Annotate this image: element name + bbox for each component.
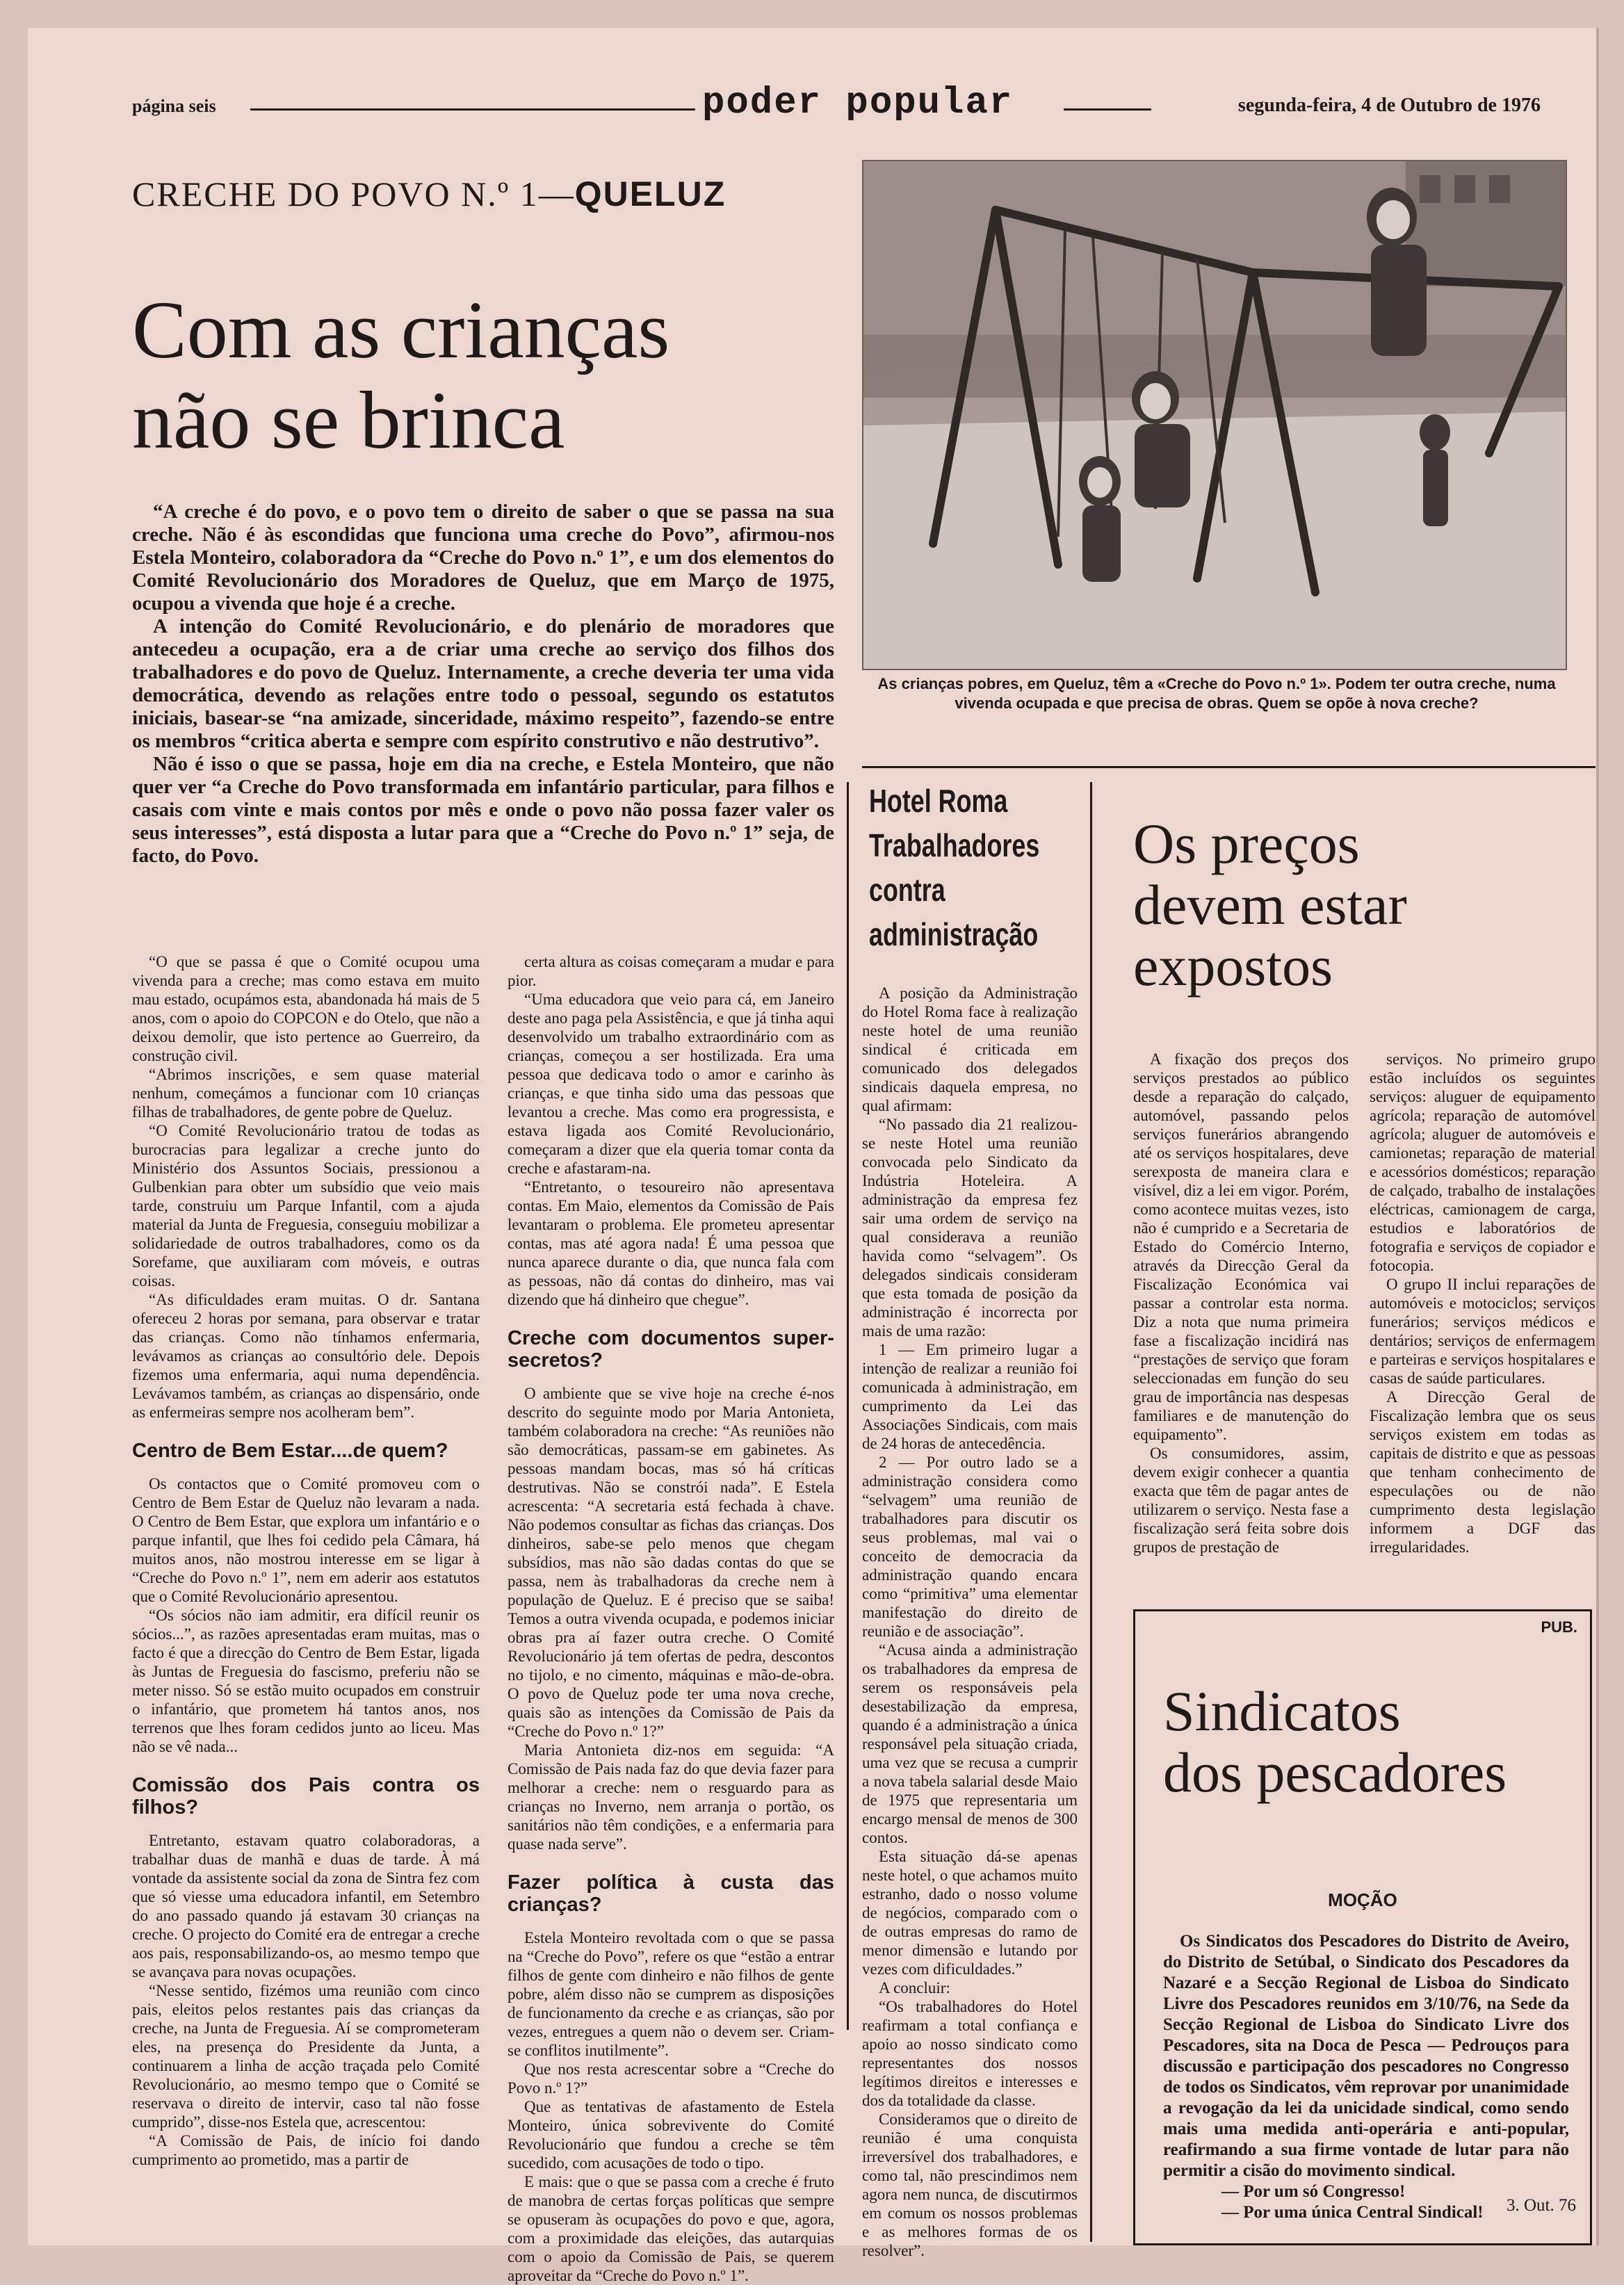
body-paragraph: “Os trabalhadores do Hotel reafirmam a total confiança e apoio ao nosso sindicato como representantes dos nossos legítimos direitos e interesses e dos da totalidade da classe. bbox=[862, 1998, 1078, 2109]
body-paragraph: O grupo II inclui reparações de automóveis e motociclos; serviços funerários; serviços médicos e dentários; serviços de enfermagem e parteiras e serviços hospitalares e casas de saúde particulares. bbox=[1370, 1276, 1595, 1387]
subheading: Comissão dos Pais contra os filhos? bbox=[132, 1774, 480, 1819]
body-paragraph: “No passado dia 21 realizou-se neste Hotel uma reunião convocada pelo Sindicato da Indústria Hoteleira. A administração da empresa fez sair uma ordem de serviço na qual considerava a reunião havida como “selvagem”. Os delegados sindicais consideram que esta tomada de posição da administração é incorrecta por mais de uma razão: bbox=[862, 1116, 1078, 1340]
newspaper-page bbox=[28, 28, 1599, 2284]
lead-paragraph: Não é isso o que se passa, hoje em dia na creche, e Estela Monteiro, que não quer ver “a Creche do Povo transformada em infantário particular, para filhos e casais com vinte e mais contos por mês e onde o povo não possa fazer valer os seus interesses”, está disposta a lutar para que a “Creche do Povo n.º 1” seja, de facto, do Povo. bbox=[132, 753, 834, 867]
body-paragraph: Maria Antonieta diz-nos em seguida: “A Comissão de Pais nada faz do que devia fazer para melhorar a creche: nem o resguardo para as crianças no Inverno, nem arranja o portão, os sanitários não têm condições, e a enfermaria para quase nada serve”. bbox=[508, 1741, 834, 1853]
lead-paragraph: “A creche é do povo, e o povo tem o direito de saber o que se passa na sua creche. Não é às escondidas que funciona uma creche do Povo”, afirmou-nos Estela Monteiro, colaboradora da “Creche do Povo n.º 1”, e um dos elementos do Comité Revolucionário dos Moradores de Queluz, que em Março de 1975, ocupou a vivenda que hoje é a creche. bbox=[132, 501, 834, 615]
body-paragraph: certa altura as coisas começaram a mudar e para pior. bbox=[508, 953, 834, 989]
body-paragraph: Consideramos que o direito de reunião é uma conquista irreversível dos trabalhadores, e como tal, não prescindimos nem agora nem nunca, de discutirmos em comum os nossos problemas e as melhores formas de os resolver”. bbox=[862, 2111, 1078, 2259]
article1-column-1 bbox=[132, 952, 480, 2169]
body-paragraph: 1 — Em primeiro lugar a intenção de realizar a reunião foi comunicada à administração, em cumprimento da Lei das Associações Sindicais, com mais de 24 horas de antecedência. bbox=[862, 1341, 1078, 1452]
body-paragraph: Estela Monteiro revoltada com o que se passa na “Creche do Povo”, refere os que “estão a entrar filhos de gente com dinheiro e não filhos de gente pobre, além disso não se cumprem as disposições de funcionamento da creche e as crianças, são por vezes, entregues a quem não o devem ser. Criam-se conflitos inutilmente”. bbox=[508, 1929, 834, 2059]
column-rule bbox=[1090, 782, 1092, 2242]
article1-column-2 bbox=[508, 952, 834, 2285]
page-number-label: página seis bbox=[132, 96, 216, 116]
headline-line: administração bbox=[869, 916, 1039, 952]
headline-line: contra bbox=[869, 872, 945, 908]
precos-headline bbox=[1133, 813, 1592, 997]
kicker-prefix: CRECHE DO POVO N.º 1— bbox=[132, 174, 575, 213]
body-paragraph: 2 — Por outro lado se a administração considera como “selvagem” uma reunião de trabalhadores para discutir os seus problemas, mal vai o conceito de democracia da administração quando encara como “primitiva” uma elementar manifestação do direito de reunião e de associação”. bbox=[862, 1454, 1078, 1640]
article-lead bbox=[132, 501, 834, 868]
photo-caption: As crianças pobres, em Queluz, têm a «Creche do Povo n.º 1». Podem ter outra creche, numa vivenda ocupada e que precisa de obras. Quem se opõe à nova creche? bbox=[877, 675, 1556, 712]
headline-line: Hotel Roma bbox=[869, 783, 1008, 819]
body-paragraph: Os consumidores, assim, devem exigir conhecer a quantia exacta que têm de pagar antes de utilizarem o serviço. Nesta fase a fiscalização será feita sobre dois grupos de prestação de bbox=[1133, 1445, 1349, 1556]
headline-line-1: Com as crianças bbox=[132, 284, 670, 375]
body-paragraph: “Nesse sentido, fizémos uma reunião com cinco pais, eleitos pelos restantes pais das crianças da creche, na Junta de Freguesia. Aí se comprometeram eles, na presença do Presidente da Junta, a continuarem a linha de acção traçada pelo Comité Revolucionário, ao mesmo tempo que o Comité se reservava o direito de intervir, caso tal não fosse cumprido”, disse-nos Estela que, acrescentou: bbox=[132, 1982, 480, 2131]
hotel-roma-column bbox=[862, 984, 1078, 2260]
article-kicker bbox=[132, 174, 726, 214]
motion-title: MOÇÃO bbox=[1328, 1889, 1397, 1910]
body-paragraph: A Direcção Geral de Fiscalização lembra que os seus serviços existem em todas as capitais de distrito e que as pessoas que tenham conhecimento de especulações ou de não cumprimento desta legislação informem a DGF das irregularidades. bbox=[1370, 1388, 1595, 1556]
header-rule-left bbox=[250, 108, 695, 111]
body-paragraph: “Uma educadora que veio para cá, em Janeiro deste ano paga pela Assistência, e que já tinha aqui desenvolvido um trabalho extraordinário com as crianças, começou a ser hostilizada. Era uma pessoa que dedicava todo o amor e carinho às crianças, e que tinha sido uma das pessoas que levantou a creche. Mas como era progressista, e estava ligada aos Comité Revolucionário, começaram a dizer que ela queria tomar conta da creche e afastaram-na. bbox=[508, 991, 834, 1177]
motion-text: Os Sindicatos dos Pescadores do Distrito de Aveiro, do Distrito de Setúbal, o Sindicato dos Pescadores da Nazaré e a Secção Regional de Lisboa do Sindicato Livre dos Pescadores reunidos em 3/10/76, na Sede da Secção Regional de Lisboa do Sindicato Livre dos Pescadores, sita na Doca de Pesca — Pedrouços para discussão e participação dos pescadores no Congresso de todos os Sindicatos, vêm reprovar por unanimidade a revogação da lei da unicidade sindical, como sendo mais uma medida anti-operária e anti-popular, reafirmando a sua firme vontade de lutar para não permitir a cisão do movimento sindical. bbox=[1163, 1932, 1569, 2180]
body-paragraph: “Abrimos inscrições, e sem quase material nenhum, começámos a funcionar com 10 crianças filhas de trabalhadores, de gente pobre de Queluz. bbox=[132, 1066, 480, 1121]
body-paragraph: Entretanto, estavam quatro colaboradoras, a trabalhar duas de manhã e duas de tarde. À má vontade da assistente social da zona de Sintra fez com que só viesse uma educadora infantil, em Setembro do ano passado quando já estavam 30 crianças na creche. O projecto do Comité era de entregar a creche aos pais, responsabilizando-os, ao mesmo tempo que se avançava para novas ocupações. bbox=[132, 1832, 480, 1981]
body-paragraph: A posição da Administração do Hotel Roma face à realização neste hotel de uma reunião sindical é criticada em comunicado dos delegados sindicais daquela empresa, no qual afirmam: bbox=[862, 984, 1078, 1114]
pub-label: PUB. bbox=[1541, 1618, 1577, 1636]
body-paragraph: A concluir: bbox=[879, 1979, 950, 1997]
body-paragraph: Que as tentativas de afastamento de Estela Monteiro, única sobrevivente do Comité Revolucionário que fundou a creche se têm sucedido, com acusações de todo o tipo. bbox=[508, 2098, 834, 2172]
body-paragraph: Que nos resta acrescentar sobre a “Creche do Povo n.º 1?” bbox=[508, 2060, 834, 2097]
headline-line-2: não se brinca bbox=[132, 375, 565, 466]
subheading: Centro de Bem Estar....de quem? bbox=[132, 1440, 448, 1462]
ad-headline-line: dos pescadores bbox=[1163, 1741, 1507, 1804]
column-rule bbox=[847, 782, 849, 2030]
body-paragraph: “Acusa ainda a administração os trabalhadores da empresa de serem os responsáveis pela desestabilização da empresa, quando é a administração a única responsável pela situação criada, uma vez que se recusa a cumprir a nova tabela salarial desde Maio de 1975 que representaria um encargo mensal de menos de 300 contos. bbox=[862, 1641, 1078, 1846]
playground-photo bbox=[862, 160, 1567, 670]
ad-headline-line: Sindicatos bbox=[1163, 1680, 1401, 1743]
header-rule-right bbox=[1064, 108, 1151, 111]
body-paragraph: E mais: que o que se passa com a creche é fruto de manobra de certas forças políticas que sempre se opuseram às ocupações do povo e que, agora, com a proximidade das eleições, das autarquias com o apoio da Comissão de Pais, se querem aproveitar da “Creche do Povo n.º 1”. bbox=[508, 2173, 834, 2284]
headline-line: devem estar bbox=[1133, 873, 1407, 936]
precos-column-2 bbox=[1370, 1050, 1595, 1556]
slogan: — Por um só Congresso! bbox=[1221, 2182, 1406, 2201]
hotel-roma-headline bbox=[869, 779, 1040, 957]
precos-column-1 bbox=[1133, 1050, 1349, 1556]
body-paragraph: O ambiente que se vive hoje na creche é-nos descrito do seguinte modo por Maria Antonieta, também colaboradora na creche: “As reuniões não são democráticas, passam-se em gabinetes. As pessoas mandam bocas, mas só há críticas destrutivas. Não se constrói nada”. E Estela acrescenta: “A secretaria está fechada à chave. Não podemos consultar as fichas das crianças. Dos dinheiros, sabe-se pelo menos que chegam subsídios, mas não são dadas contas do que se passa, nem às trabalhadoras da creche nem à população de Queluz. E é preciso que se saiba! Temos a outra vivenda ocupada, e podemos iniciar obras pra aí fazer outra creche. O Comité Revolucionário já tem ofertas de pedra, descontos no tijolo, e no cimento, máquinas e mão-de-obra. O povo de Queluz pode ter uma nova creche, quais são as intenções da Comissão de Pais da “Creche do Povo n.º 1?” bbox=[508, 1385, 834, 1740]
newspaper-title: poder popular bbox=[695, 82, 1020, 124]
body-paragraph: serviços. No primeiro grupo estão incluídos os seguintes serviços: aluguer de equipamento agrícola; reparação de automóvel agrícola; aluguer de automóveis e camionetas; reparação de material e acessórios domésticos; reparação de calçado, trabalho de instalações eléctricas, camionagem de carga, estudios e laboratórios de fotografia e serviços de copiador e fotocopia. bbox=[1370, 1050, 1595, 1274]
subheading: Fazer política à custa das crianças? bbox=[508, 1871, 834, 1916]
swing-set-illustration bbox=[863, 161, 1566, 669]
sindicatos-ad-box bbox=[1133, 1609, 1592, 2245]
body-paragraph: “Os sócios não iam admitir, era difícil reunir os sócios...”, as razões apresentadas eram muitas, mas o facto é que a direcção do Centro de Bem Estar, ligada às Juntas de Freguesia do fascismo, preferiu não se meter nisso. Só se estão muito ocupados em construir o infantário, que prometem há tantos anos, nos terrenos que lhes foram cedidos junto ao liceu. Mas não se vê nada... bbox=[132, 1607, 480, 1755]
body-paragraph: “As dificuldades eram muitas. O dr. Santana ofereceu 2 horas por semana, para observar e tratar das crianças. Como não tínhamos enfermaria, levávamos as crianças ao consultório dele. Depois fizemos uma enfermaria, aqui numa dependência. Levávamos também, as crianças ao dispensário, onde as enfermeiras sempre nos acolheram bem”. bbox=[132, 1291, 480, 1421]
section-rule bbox=[862, 766, 1595, 768]
slogan: — Por uma única Central Sindical! bbox=[1221, 2203, 1484, 2222]
kicker-place: QUELUZ bbox=[574, 174, 726, 213]
body-paragraph: A fixação dos preços dos serviços prestados ao público desde a reparação do calçado, automóvel, passando pelos serviços funerários abrangendo até os serviços hospitalares, deve serexposta de maneira clara e visível, diz a lei em vigor. Porém, como acontece muitas vezes, isto não é cumprido e a Secretaria de Estado do Comércio Interno, através da Direcção Geral da Fiscalização Económica vai passar a controlar esta norma. Diz a nota que numa primeira fase a fiscalização incidirá nas “prestações de serviço que foram seleccionadas em função do seu grau de importância nas despesas familiares e de manutenção do equipamento”. bbox=[1133, 1050, 1349, 1443]
body-paragraph: Os contactos que o Comité promoveu com o Centro de Bem Estar de Queluz não levaram a nada. O Centro de Bem Estar, que explora um infantário e o parque infantil, que lhes foi cedido pela Câmara, há muitos anos, não mostrou interesse em se ligar à “Creche do Povo n.º 1”, nem em aderir aos estatutos que o Comité Revolucionário apresentou. bbox=[132, 1475, 480, 1605]
subheading: Creche com documentos super-secretos? bbox=[508, 1327, 834, 1372]
headline-line: Trabalhadores bbox=[869, 827, 1040, 863]
page-header bbox=[132, 82, 1541, 124]
headline-line: Os preços bbox=[1133, 812, 1360, 875]
motion-date: 3. Out. 76 bbox=[1507, 2196, 1576, 2215]
headline-line: expostos bbox=[1133, 934, 1333, 998]
body-paragraph: Esta situação dá-se apenas neste hotel, o que achamos muito estranho, dado o nosso volume de negócios, comparado com o de outras empresas do ramo de menor dimensão e lutando por vezes com dificuldades.” bbox=[862, 1848, 1078, 1978]
main-headline bbox=[132, 285, 827, 466]
body-paragraph: “Entretanto, o tesoureiro não apresentava contas. Em Maio, elementos da Comissão de Pais levantaram o problema. Ele prometeu apresentar contas, mas até agora nada! É uma pessoa que nunca aparece durante o dia, que nunca fala com as pessoas, não dá contas do dinheiro, mas vai dizendo que há dinheiro que chegue”. bbox=[508, 1178, 834, 1308]
issue-date: segunda-feira, 4 de Outubro de 1976 bbox=[1237, 95, 1541, 116]
lead-paragraph: A intenção do Comité Revolucionário, e do plenário de moradores que antecedeu a ocupação, era a de criar uma creche ao serviço dos filhos dos trabalhadores e do povo de Queluz. Internamente, a creche deveria ter uma vida democrática, devendo as relações entre todo o pessoal, segundo os estatutos iniciais, basear-se “na amizade, sinceridade, máximo respeito”, fazendo-se entre os membros “critica aberta e sempre com espírito construtivo e não destrutivo”. bbox=[132, 615, 834, 752]
ad-headline bbox=[1163, 1681, 1507, 1803]
motion-body bbox=[1163, 1931, 1569, 2223]
body-paragraph: “A Comissão de Pais, de início foi dando cumprimento ao prometido, mas a partir de bbox=[132, 2132, 480, 2168]
body-paragraph: “O que se passa é que o Comité ocupou uma vivenda para a creche; mas como estava em muito mau estado, ocupámos esta, abandonada há mais de 5 anos, com o apoio do COPCON e do Otelo, que não a deixou demolir, que isto pertence ao Guerreiro, da construção civil. bbox=[132, 953, 480, 1064]
body-paragraph: “O Comité Revolucionário tratou de todas as burocracias para legalizar a creche junto do Ministério dos Assuntos Sociais, pressionou a Gulbenkian para obter um subsídio que veio mais tarde, construiu um Parque Infantil, com a ajuda material da Junta de Freguesia, conseguiu mobilizar a solidariedade de outros trabalhadores, como os da Sorefame, que auxiliaram com móveis, e outras coisas. bbox=[132, 1122, 480, 1290]
